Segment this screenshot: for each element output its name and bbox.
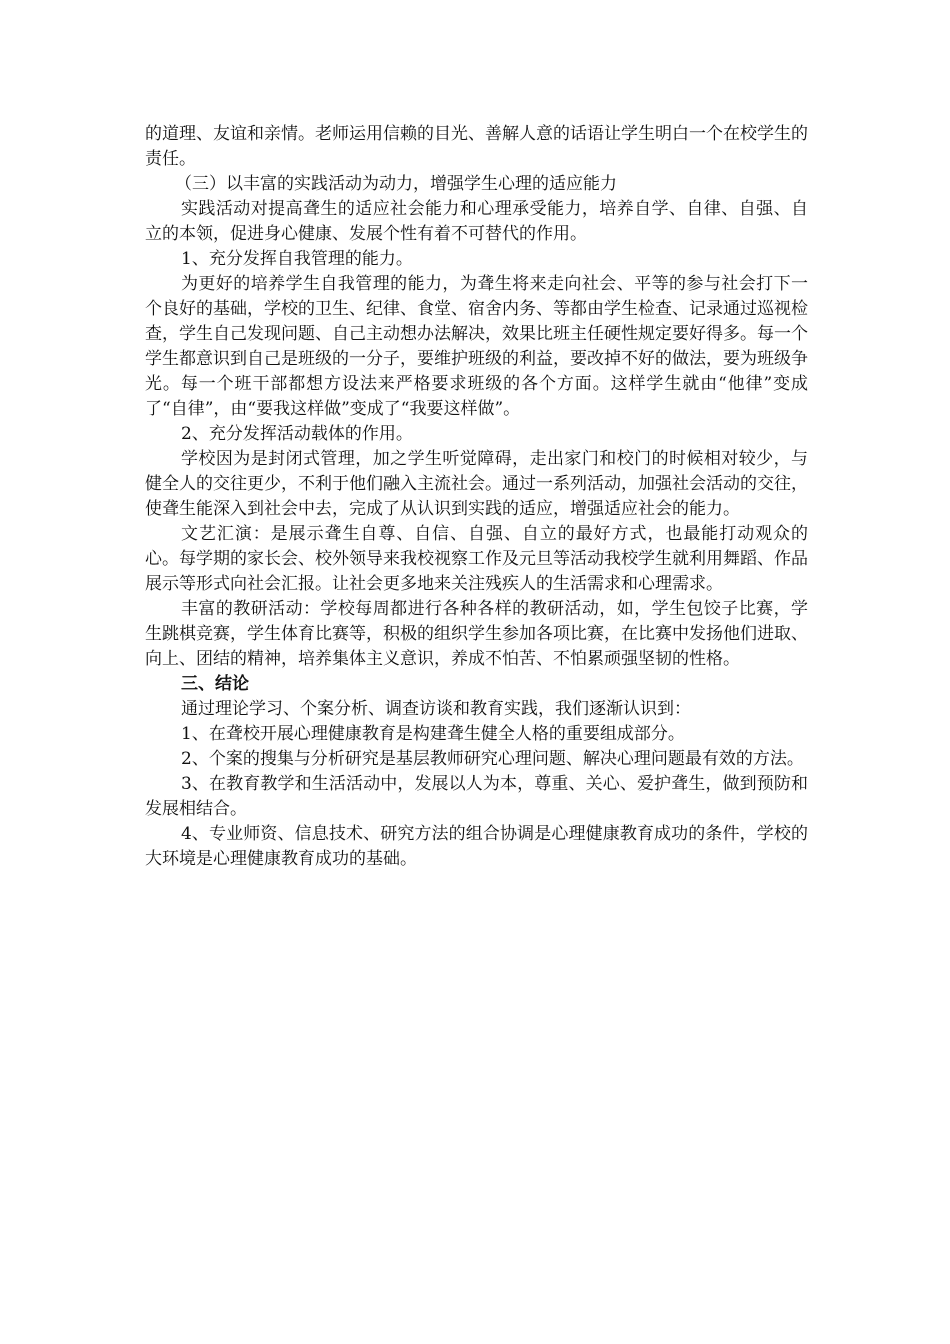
paragraph: 为更好的培养学生自我管理的能力，为聋生将来走向社会、平等的参与社会打下一个良好的基础，学校的卫生、纪律、食堂、宿舍内务、等都由学生检查、记录通过巡视检查，学生自己发现问题、自己主动想办法解决，效果比班主任硬性规定要好得多。每一个学生都意识到自己是班级的一分子，要维护班级的利益，要改掉不好的做法，要为班级争光。每一个班干部都想方设法来严格要求班级的各个方面。这样学生就由“他律”变成了“自律”，由“要我这样做”变成了“我要这样做”。 bbox=[145, 274, 808, 419]
document-body bbox=[145, 122, 808, 872]
conclusion-item: 4、专业师资、信息技术、研究方法的组合协调是心理健康教育成功的条件，学校的大环境是心理健康教育成功的基础。 bbox=[145, 824, 808, 869]
paragraph: 实践活动对提高聋生的适应社会能力和心理承受能力，培养自学、自律、自强、自立的本领，促进身心健康、发展个性有着不可替代的作用。 bbox=[145, 199, 808, 244]
paragraph: 丰富的教研活动：学校每周都进行各种各样的教研活动，如，学生包饺子比赛，学生跳棋竞赛，学生体育比赛等，积极的组织学生参加各项比赛，在比赛中发扬他们进取、向上、团结的精神，培养集体主义意识，养成不怕苦、不怕累顽强坚韧的性格。 bbox=[145, 599, 808, 669]
conclusion-item: 3、在教育教学和生活活动中，发展以人为本，尊重、关心、爱护聋生，做到预防和发展相结合。 bbox=[145, 774, 808, 819]
list-item-heading: 1、充分发挥自我管理的能力。 bbox=[181, 249, 413, 269]
paragraph: 文艺汇演：是展示聋生自尊、自信、自强、自立的最好方式，也最能打动观众的心。每学期的家长会、校外领导来我校视察工作及元旦等活动我校学生就利用舞蹈、作品展示等形式向社会汇报。让社会更多地来关注残疾人的生活需求和心理需求。 bbox=[145, 524, 808, 594]
section-heading: 三、结论 bbox=[181, 674, 249, 694]
paragraph-continuation: 的道理、友谊和亲情。老师运用信赖的目光、善解人意的话语让学生明白一个在校学生的责任。 bbox=[145, 124, 808, 169]
subsection-heading: （三）以丰富的实践活动为动力，增强学生心理的适应能力 bbox=[175, 174, 617, 194]
conclusion-item: 2、个案的搜集与分析研究是基层教师研究心理问题、解决心理问题最有效的方法。 bbox=[181, 749, 804, 769]
list-item-heading: 2、充分发挥活动载体的作用。 bbox=[181, 424, 413, 444]
paragraph: 学校因为是封闭式管理，加之学生听觉障碍，走出家门和校门的时候相对较少，与健全人的交往更少，不利于他们融入主流社会。通过一系列活动，加强社会活动的交往，使聋生能深入到社会中去，完成了从认识到实践的适应，增强适应社会的能力。 bbox=[145, 449, 808, 519]
conclusion-item: 1、在聋校开展心理健康教育是构建聋生健全人格的重要组成部分。 bbox=[181, 724, 685, 744]
paragraph: 通过理论学习、个案分析、调查访谈和教育实践，我们逐渐认识到： bbox=[181, 699, 691, 719]
